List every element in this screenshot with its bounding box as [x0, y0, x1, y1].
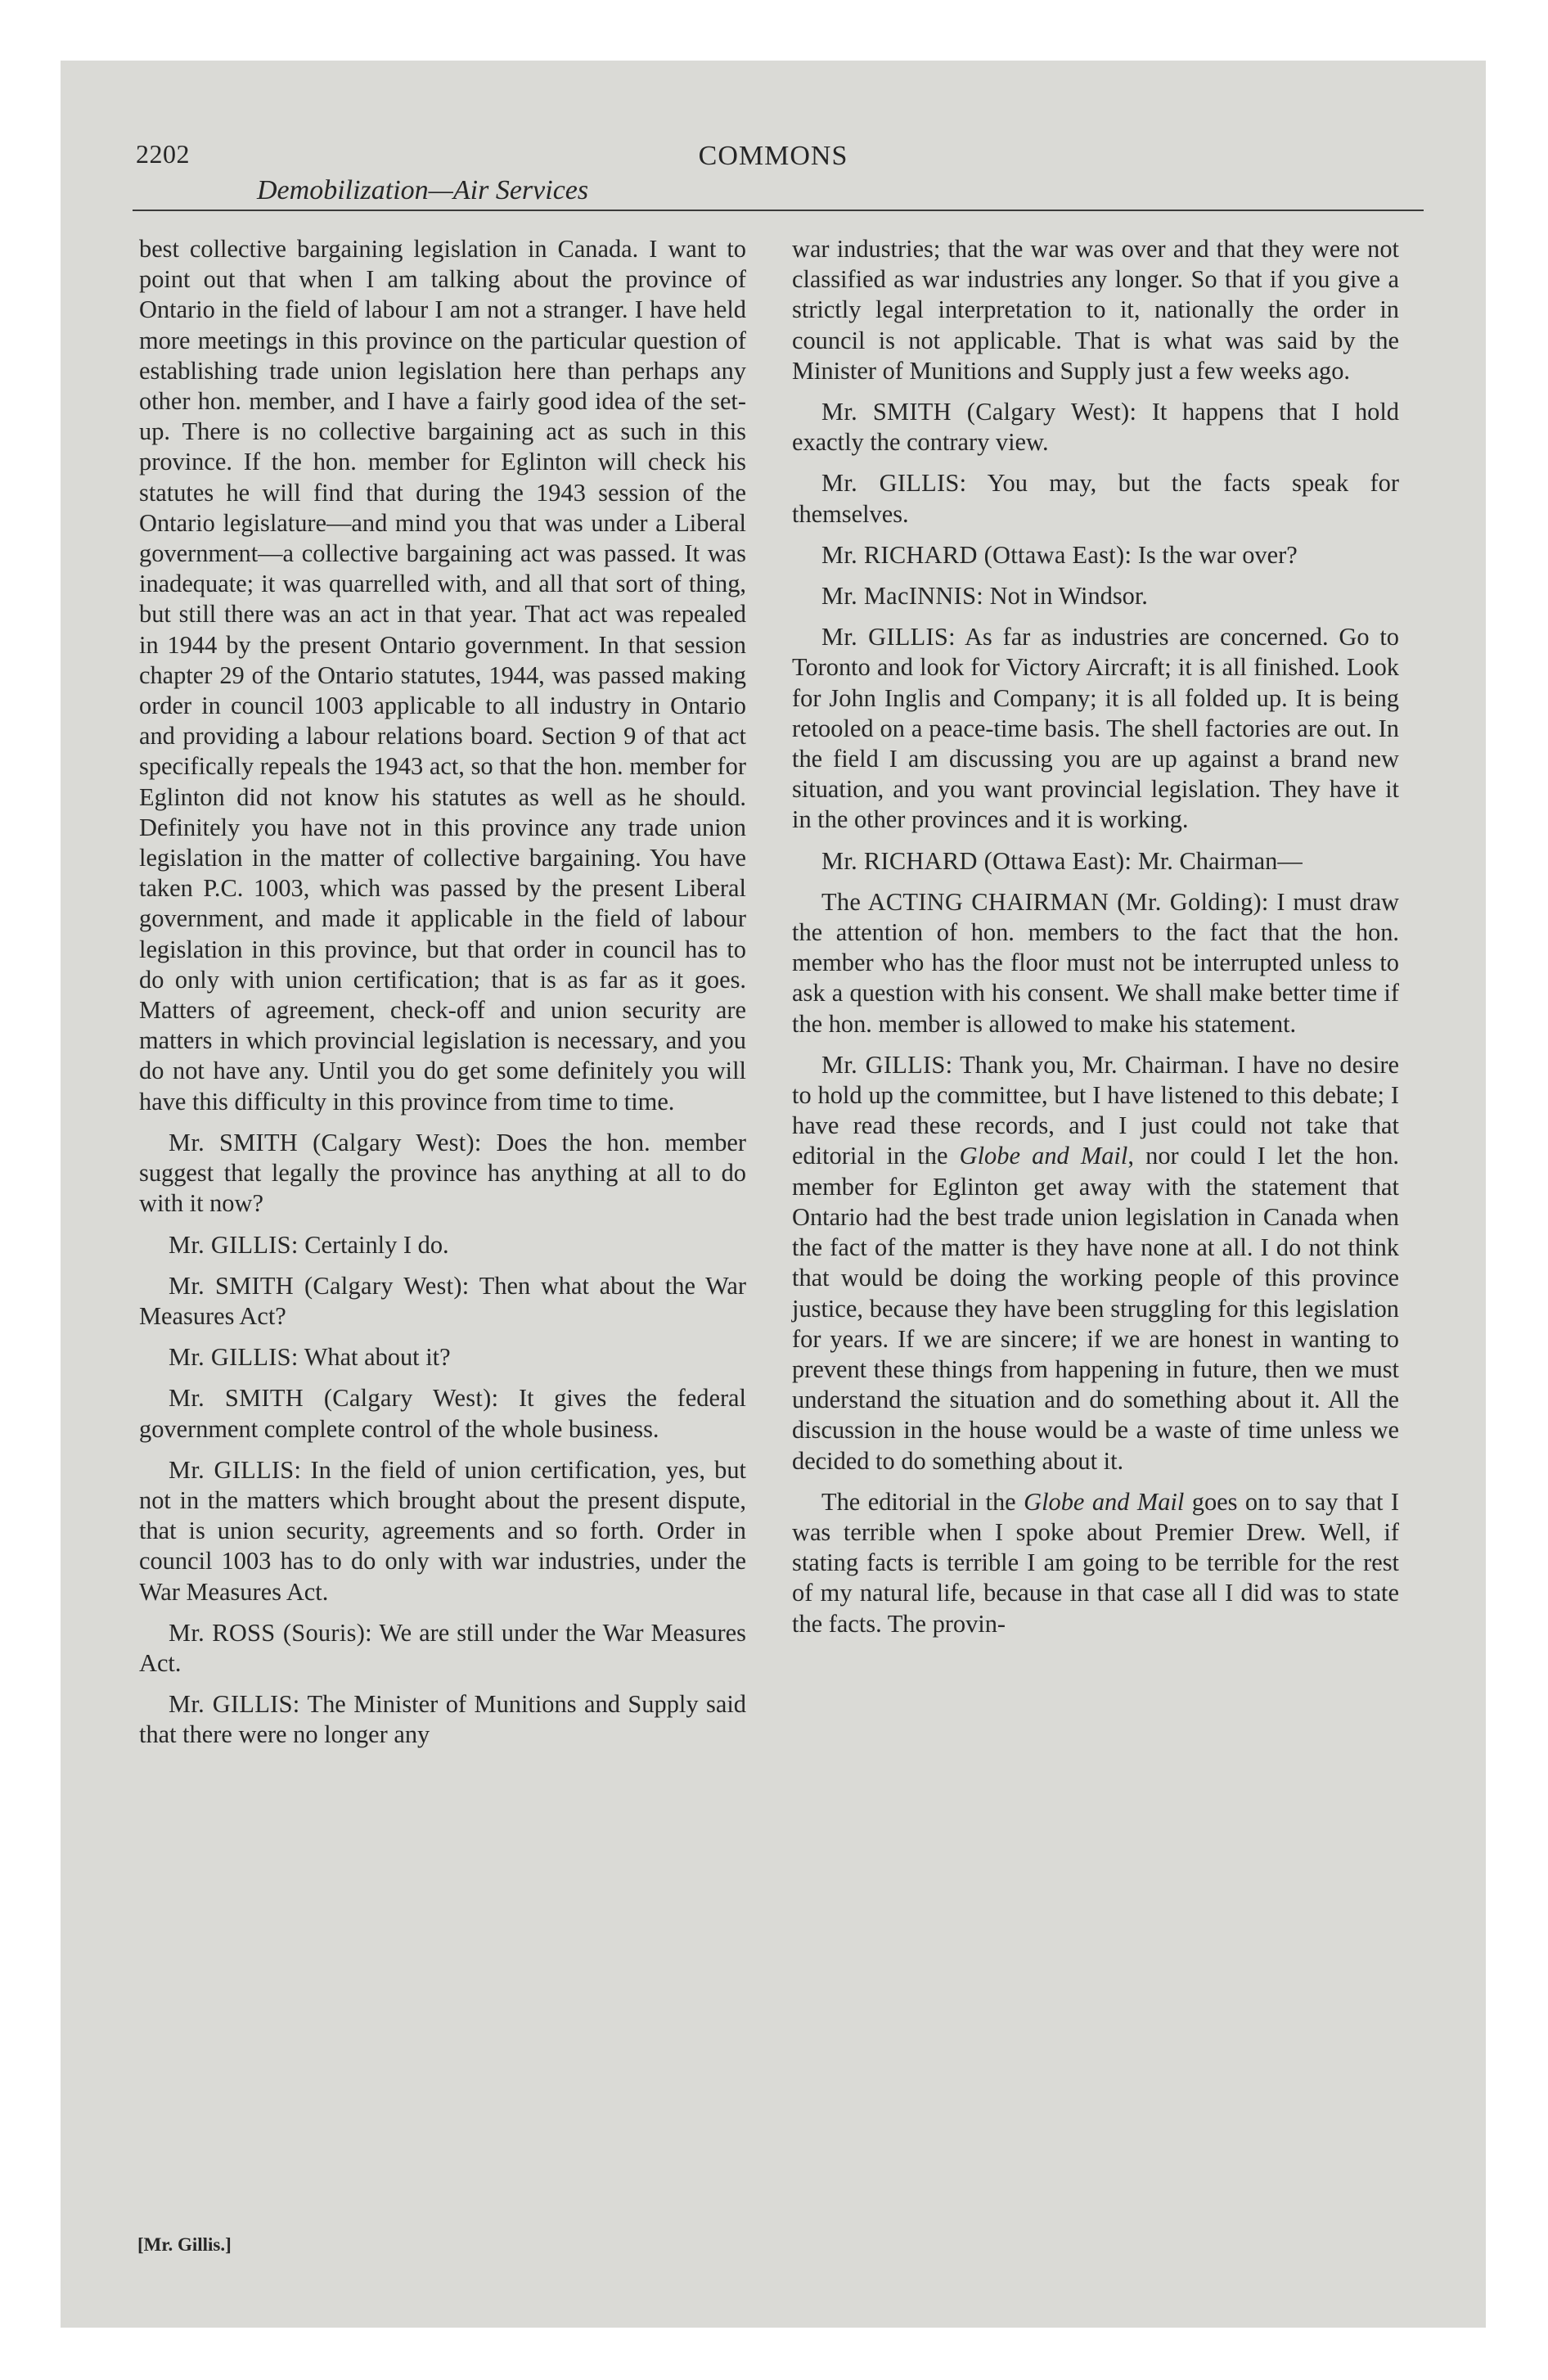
- speech-text: As far as industries are concerned. Go to Toronto and look for Victory Aircraft; it is all finished. Look for John Inglis and Company; it is all folded up. It is being retooled on a peace-time basis. The shell factories are out. In the field I am discussing you are up against a brand new situation, and you want provincial legislation. They have it in the other provinces and it is working.: [792, 623, 1400, 834]
- running-head: Demobilization—Air Services: [257, 175, 589, 205]
- speech-text: Does the hon. member suggest that legally the province has anything at all to do with it now?: [139, 1128, 746, 1218]
- speech: [139, 1230, 746, 1260]
- paragraph: best collective bargaining legislation in Canada. I want to point out that when I am talking about the province of Ontario in the field of labour I am not a stranger. I have held more meetings in this province on the particular question of establishing trade union legislation here than perhaps any other hon. member, and I have a fairly good idea of the set-up. There is no collective bargaining act as such in this province. If the hon. member for Eglinton will check his statutes he will find that during the 1943 session of the Ontario legislature—and mind you that was under a Liberal government—a collective bargaining act was passed. It was inadequate; it was quarrelled with, and all that sort of thing, but still there was an act in that year. That act was repealed in 1944 by the present Ontario government. In that session chapter 29 of the Ontario statutes, 1944, was passed making order in council 1003 applicable to all industry in Ontario and providing a labour relations board. Section 9 of that act specifically repeals the 1943 act, so that the hon. member for Eglinton did not know his statutes as well as he should. Definitely you have not in this province any trade union legislation in the matter of collective bargaining. You have taken P.C. 1003, which was passed by the present Liberal government, and made it applicable in the field of labour legislation in this province, but that order in council has to do only with union certification; that is as far as it goes. Matters of agreement, check-off and union security are matters in which provincial legislation is necessary, and you do not have any. Until you do get some definitely you will have this difficulty in this province from time to time.: [139, 235, 746, 1116]
- speaker-name: Mr. GILLIS:: [169, 1455, 302, 1484]
- header-rule: [133, 210, 1424, 211]
- speech: [139, 1689, 746, 1750]
- speaker-name: Mr. SMITH (Calgary West):: [821, 398, 1137, 426]
- speech-text: The Minister of Munitions and Supply said that there were no longer any: [139, 1690, 746, 1749]
- speaker-name: Mr. RICHARD (Ottawa East):: [821, 846, 1132, 875]
- speech-text: It gives the federal government complete control of the whole business.: [139, 1384, 746, 1443]
- speaker-name: Mr. MacINNIS:: [821, 582, 984, 611]
- speaker-footnote: [Mr. Gillis.]: [137, 2234, 232, 2255]
- right-column: [792, 234, 1399, 1650]
- speaker-name: Mr. GILLIS:: [169, 1230, 299, 1259]
- newspaper-title: Globe and Mail: [959, 1142, 1128, 1170]
- speech: [792, 887, 1399, 1039]
- speech: [792, 540, 1399, 570]
- speaker-name: Mr. GILLIS:: [821, 469, 967, 498]
- hansard-page: [61, 61, 1486, 2328]
- speaker-name: Mr. GILLIS:: [169, 1690, 300, 1719]
- speech-text: Thank you, Mr. Chairman. I have no desire to hold up the committee, but I have listened to this debate; I have read these records, and I just could not take that editorial in the: [792, 1050, 1399, 1170]
- speech-text: We are still under the War Measures Act.: [139, 1618, 746, 1677]
- speech: [792, 846, 1399, 877]
- speaker-name: Mr. ROSS (Souris):: [169, 1618, 372, 1647]
- speech-text: Certainly I do.: [304, 1230, 449, 1259]
- paragraph-text: The editorial in the: [821, 1487, 1016, 1516]
- speaker-name: Mr. GILLIS:: [821, 1050, 953, 1079]
- speech: [792, 581, 1399, 611]
- house-title: COMMONS: [698, 141, 848, 171]
- speaker-name: Mr. GILLIS:: [821, 623, 956, 651]
- speech-text: I must draw the attention of hon. members to the fact that the hon. member who has the floor must not be interrupted unless to ask a question with his consent. We shall make better time if the hon. member is allowed to make his statement.: [792, 887, 1399, 1038]
- paragraph: [792, 1487, 1399, 1639]
- speech: [139, 1128, 746, 1219]
- speaker-name: Mr. SMITH (Calgary West):: [169, 1384, 499, 1413]
- speaker-name: Mr. RICHARD (Ottawa East):: [821, 540, 1132, 569]
- speech-text: What about it?: [304, 1343, 451, 1372]
- speech: [139, 1342, 746, 1373]
- newspaper-title: Globe and Mail: [1024, 1487, 1185, 1516]
- speech: [792, 468, 1399, 529]
- speech-text: It happens that I hold exactly the contrary view.: [792, 398, 1400, 457]
- speech-text: Not in Windsor.: [989, 582, 1148, 611]
- speaker-name: Mr. SMITH (Calgary West):: [169, 1128, 482, 1156]
- page-number: 2202: [136, 139, 190, 169]
- scanned-page: [61, 61, 1486, 2328]
- speech-text: Then what about the War Measures Act?: [139, 1271, 746, 1330]
- speech: [792, 397, 1399, 458]
- speaker-name: The ACTING CHAIRMAN (Mr. Golding):: [821, 887, 1269, 916]
- speech: [139, 1618, 746, 1679]
- speech-text: Mr. Chairman—: [1137, 846, 1303, 875]
- speech: [792, 622, 1399, 835]
- speech: [139, 1455, 746, 1607]
- speech: [792, 1050, 1399, 1476]
- paragraph-text: goes on to say that I was terrible when I spoke about Premier Drew. Well, if stating facts is terrible I am going to be terrible for the rest of my natural life, because in that case all I did was to state the facts. The provin-: [792, 1487, 1399, 1638]
- speech-text: You may, but the facts speak for themselves.: [792, 469, 1399, 528]
- left-column: [139, 234, 746, 1761]
- speech-text: In the field of union certification, yes, but not in the matters which brought about the present dispute, that is union security, agreements and so forth. Order in council 1003 has to do only with war industries, under the War Measures Act.: [139, 1455, 746, 1606]
- speaker-name: Mr. GILLIS:: [169, 1343, 299, 1372]
- paragraph: war industries; that the war was over and that they were not classified as war industries any longer. So that if you give a strictly legal interpretation to it, nationally the order in council is not applicable. That is what was said by the Minister of Munitions and Supply just a few weeks ago.: [792, 235, 1399, 385]
- speech: [139, 1271, 746, 1332]
- speech: [139, 1383, 746, 1444]
- speech-text: Is the war over?: [1137, 540, 1298, 569]
- speaker-name: Mr. SMITH (Calgary West):: [169, 1271, 470, 1300]
- speech-text: , nor could I let the hon. member for Eglinton get away with the statement that Ontario had the best trade union legislation in Canada when the fact of the matter is they have none at all. I do not think that would be doing the working people of this province justice, because they have been struggling for this legislation for years. If we are sincere; if we are honest in wanting to prevent these things from happening in future, then we must understand the situation and do something about it. All the discussion in the house would be a waste of time unless we decided to do something about it.: [792, 1142, 1399, 1475]
